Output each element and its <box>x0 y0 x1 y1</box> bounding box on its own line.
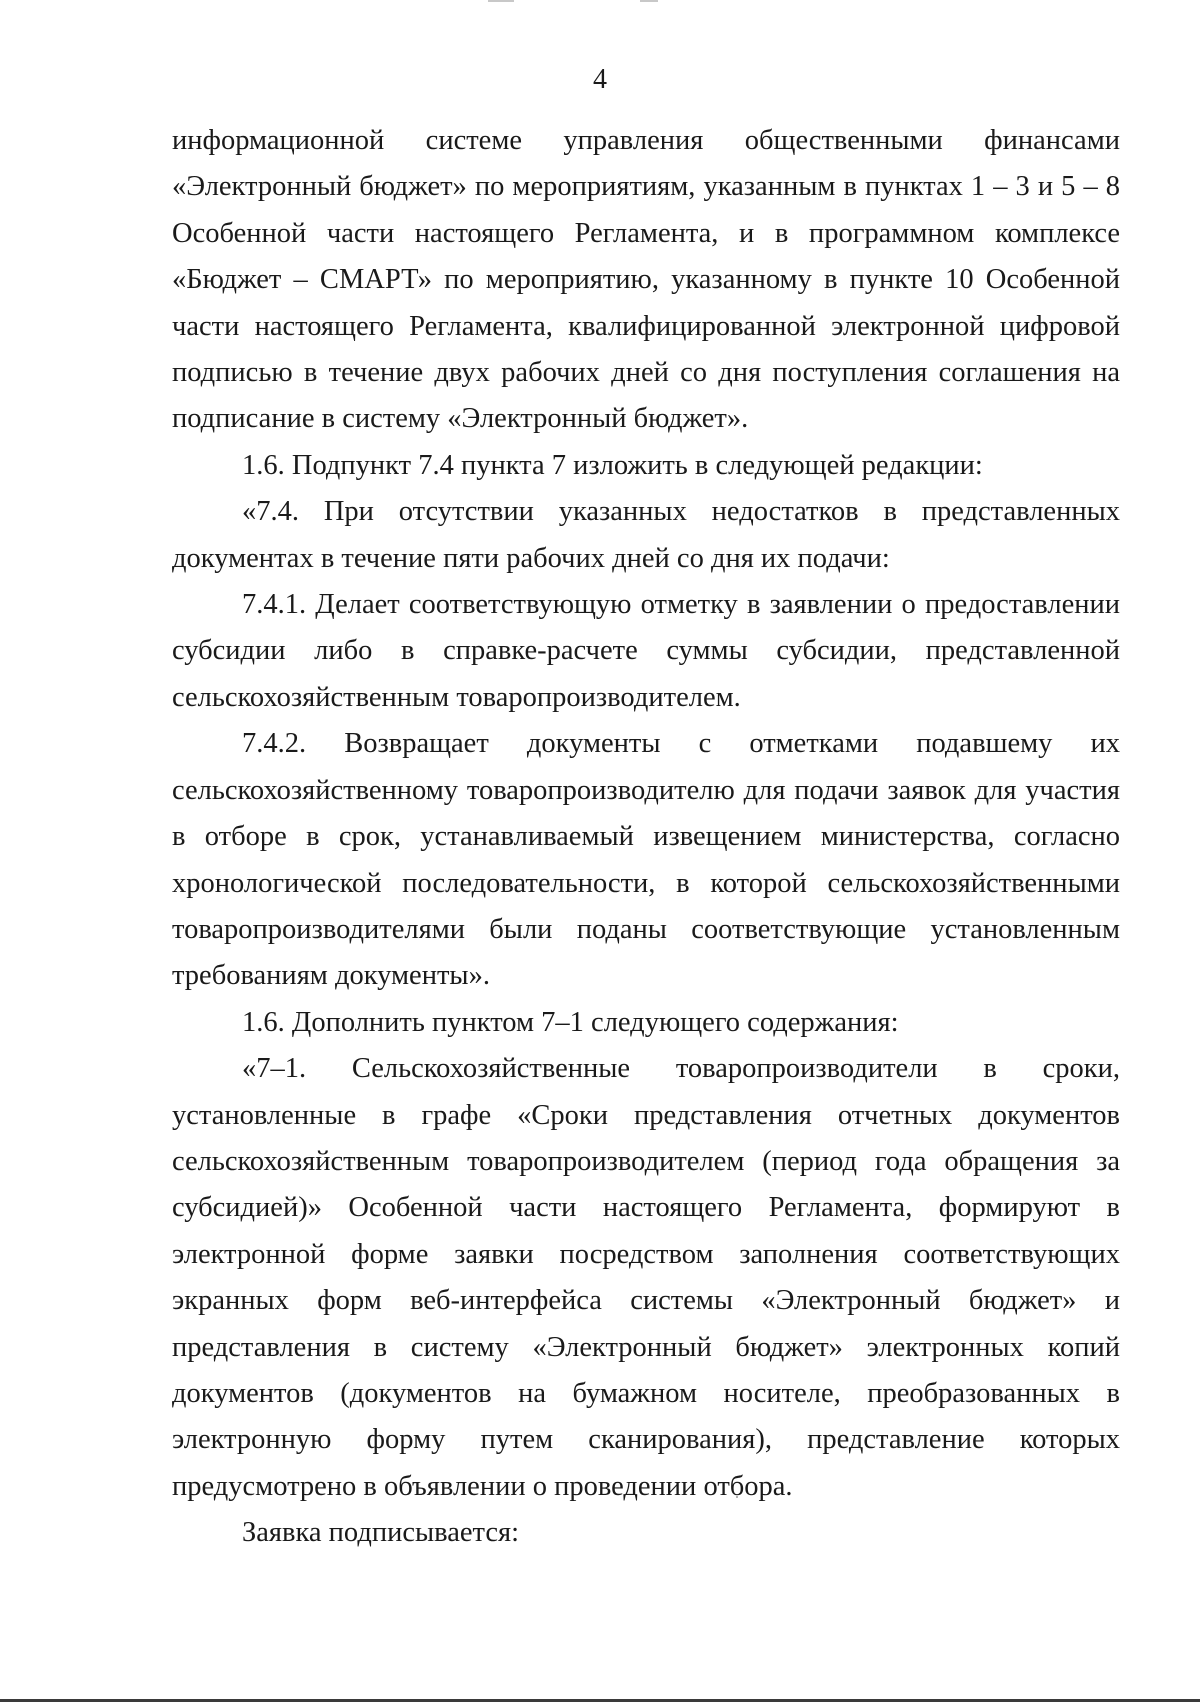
paragraph: 7.4.2. Возвращает документы с отметками подавшему их сельскохозяйственному товаропроизводителю для подачи заявок для участия в отборе в срок, устанавливаемый извещением министерства, согласно хронологической последовательности, в которой сельскохозяйственными товаропроизводителями были поданы соответствующие установленным требованиям документы». <box>172 728 1120 992</box>
paragraph: «7–1. Сельскохозяйственные товаропроизводители в сроки, установленные в графе «Сроки представления отчетных документов сельскохозяйственным товаропроизводителем (период года обращения за субсидией)» Особенной части настоящего Регламента, формируют в электронной форме заявки посредством заполнения соответствующих экранных форм веб-интерфейса системы «Электронный бюджет» и представления в систему «Электронный бюджет» электронных копий документов (документов на бумажном носителе, преобразованных в электронную форму путем сканирования), представление которых предусмотрено в объявлении о проведении отбора. <box>172 1053 1120 1502</box>
paragraph: 1.6. Дополнить пунктом 7–1 следующего содержания: <box>242 1006 899 1038</box>
paragraph: 7.4.1. Делает соответствующую отметку в заявлении о предоставлении субсидии либо в справке-расчете суммы субсидии, представленной сельскохозяйственным товаропроизводителем. <box>172 589 1120 713</box>
paragraph: информационной системе управления общественными финансами «Электронный бюджет» по мероприятиям, указанным в пунктах 1 – 3 и 5 – 8 Особенной части настоящего Регламента, и в программном комплексе «Бюджет – СМАРТ» по мероприятию, указанному в пункте 10 Особенной части настоящего Регламента, квалифицированной электронной цифровой подписью в течение двух рабочих дней со дня поступления соглашения на подписание в систему «Электронный бюджет». <box>172 125 1120 435</box>
paragraph: Заявка подписывается: <box>242 1517 520 1549</box>
paragraph: 1.6. Подпункт 7.4 пункта 7 изложить в следующей редакции: <box>242 449 983 481</box>
document-body <box>172 118 1120 1557</box>
page-number: 4 <box>593 64 607 95</box>
scan-artifact-top <box>488 0 514 2</box>
scan-artifact-top <box>640 0 658 2</box>
paragraph: «7.4. При отсутствии указанных недостатков в представленных документах в течение пяти рабочих дней со дня их подачи: <box>172 496 1120 574</box>
